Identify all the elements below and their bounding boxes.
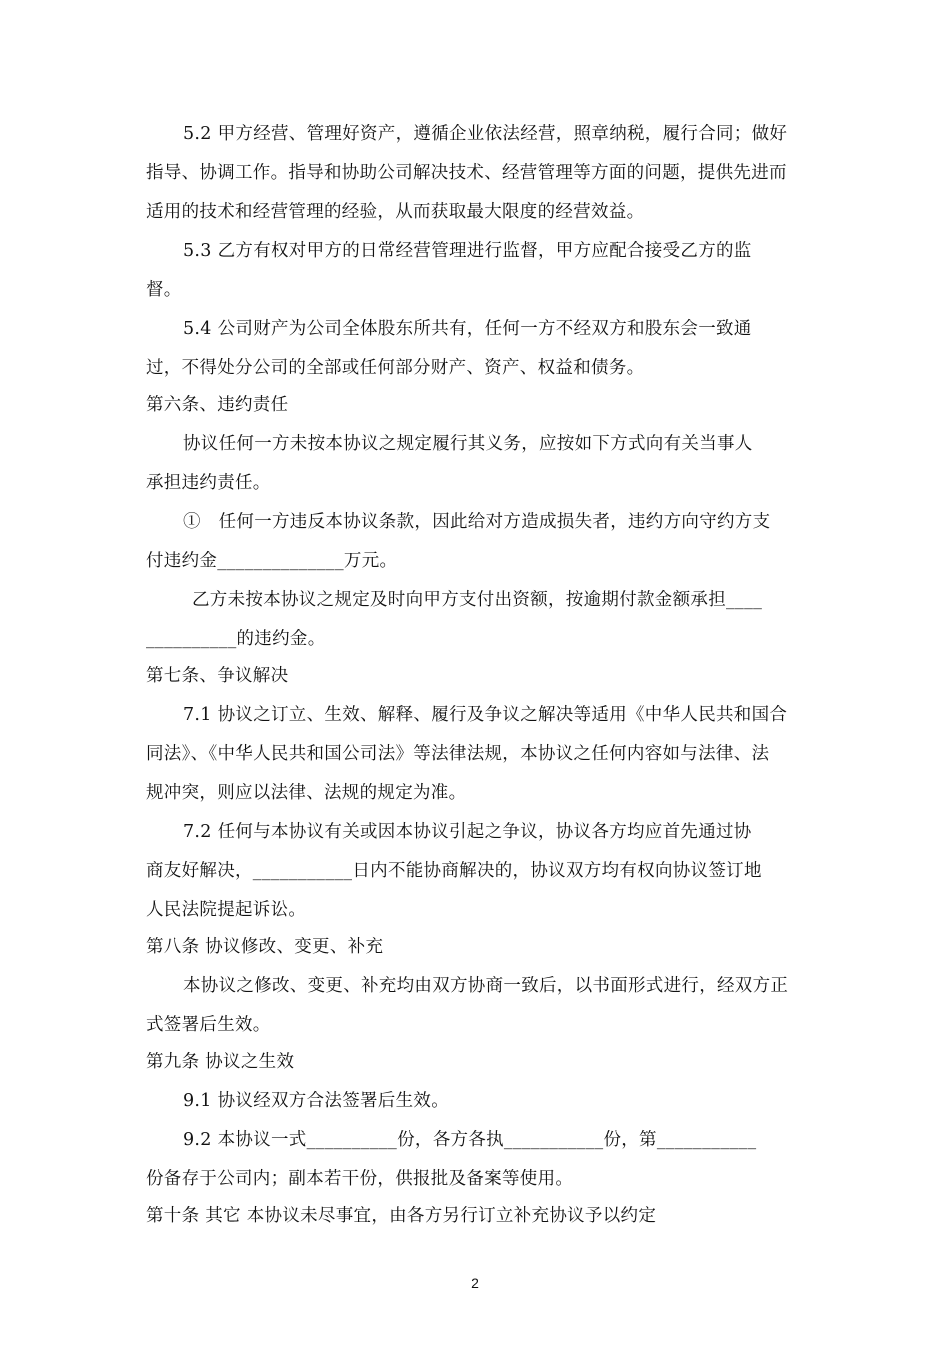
article-8-para-line-1: 本协议之修改、变更、补充均由双方协商一致后，以书面形式进行，经双方正 [183, 976, 789, 996]
clause-7-1-line-2: 同法》、《中华人民共和国公司法》等法律法规，本协议之任何内容如与法律、法 [146, 744, 770, 764]
article-6-para-line-1: 协议任何一方未按本协议之规定履行其义务，应按如下方式向有关当事人 [183, 434, 753, 454]
clause-7-2-line-2: 商友好解决，___________日内不能协商解决的，协议双方均有权向协议签订地 [146, 861, 762, 881]
article-9-heading: 第九条 协议之生效 [146, 1052, 295, 1072]
article-7-heading: 第七条、争议解决 [146, 666, 289, 686]
clause-7-2-line-3: 人民法院提起诉讼。 [146, 900, 307, 920]
clause-5-4-line-2: 过，不得处分公司的全部或任何部分财产、资产、权益和债务。 [146, 358, 645, 378]
article-6-item-2-line-2: __________的违约金。 [146, 629, 326, 649]
clause-5-3-line-2: 督。 [146, 280, 182, 300]
clause-5-2-line-1: 5.2 甲方经营、管理好资产，遵循企业依法经营，照章纳税，履行合同；做好 [183, 124, 788, 144]
page-number: 2 [471, 1275, 479, 1291]
article-6-item-2-line-1: 乙方未按本协议之规定及时向甲方支付出资额，按逾期付款金额承担____ [192, 590, 763, 610]
clause-5-2-line-3: 适用的技术和经营管理的经验，从而获取最大限度的经营效益。 [146, 202, 645, 222]
clause-5-2-line-2: 指导、协调工作。指导和协助公司解决技术、经营管理等方面的问题，提供先进而 [146, 163, 787, 183]
article-6-heading: 第六条、违约责任 [146, 395, 289, 415]
clause-5-4-line-1: 5.4 公司财产为公司全体股东所共有，任何一方不经双方和股东会一致通 [183, 319, 752, 339]
clause-7-1-line-3: 规冲突，则应以法律、法规的规定为准。 [146, 783, 467, 803]
clause-9-2-line-2: 份备存于公司内；副本若干份，供报批及备案等使用。 [146, 1169, 574, 1189]
clause-7-1-line-1: 7.1 协议之订立、生效、解释、履行及争议之解决等适用《中华人民共和国合 [183, 705, 788, 725]
clause-9-2-line-1: 9.2 本协议一式__________份，各方各执___________份，第___________ [183, 1130, 757, 1150]
article-8-para-line-2: 式签署后生效。 [146, 1015, 271, 1035]
article-8-heading: 第八条 协议修改、变更、补充 [146, 937, 384, 957]
clause-7-2-line-1: 7.2 任何与本协议有关或因本协议引起之争议，协议各方均应首先通过协 [183, 822, 752, 842]
article-6-item-1-line-2: 付违约金______________万元。 [146, 551, 398, 571]
clause-5-3-line-1: 5.3 乙方有权对甲方的日常经营管理进行监督，甲方应配合接受乙方的监 [183, 241, 752, 261]
article-6-item-1-line-1: ① 任何一方违反本协议条款，因此给对方造成损失者，违约方向守约方支 [183, 512, 771, 532]
clause-9-1: 9.1 协议经双方合法签署后生效。 [183, 1091, 449, 1111]
article-10-line: 第十条 其它 本协议未尽事宜，由各方另行订立补充协议予以约定 [146, 1206, 657, 1226]
article-6-para-line-2: 承担违约责任。 [146, 473, 271, 493]
